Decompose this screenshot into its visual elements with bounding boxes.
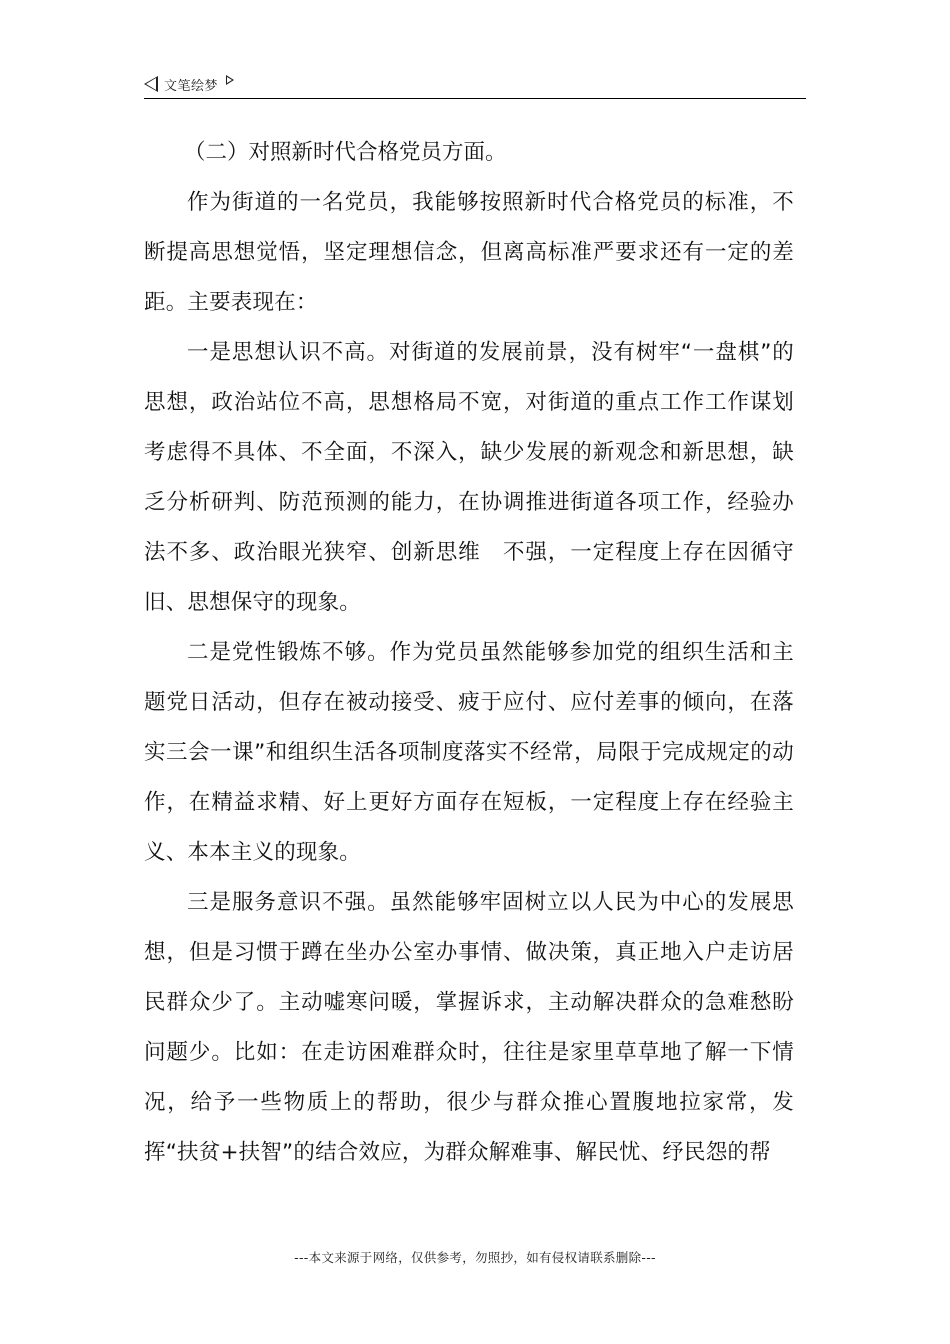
page-header bbox=[144, 72, 806, 99]
paragraph-intro: 作为街道的一名党员，我能够按照新时代合格党员的标准，不断提高思想觉悟，坚定理想信念，但离高标准严要求还有一定的差距。主要表现在： bbox=[144, 190, 794, 315]
paragraph-point-three: 三是服务意识不强。虽然能够牢固树立以人民为中心的发展思想，但是习惯于蹲在坐办公室办事情、做决策，真正地入户走访居民群众少了。主动嘘寒问暖，掌握诉求，主动解决群众的急难愁盼问题少。比如：在走访困难群众时，往往是家里草草地了解一下情况，给予一些物质上的帮助，很少与群众推心置腹地拉家常，发挥“扶贫+扶智”的结合效应，为群众解难事、解民忧、纾民怨的帮 bbox=[144, 890, 794, 1165]
header-inner bbox=[144, 74, 234, 94]
header-title: 文笔绘梦 bbox=[164, 78, 219, 94]
paragraph-point-two: 二是党性锻炼不够。作为党员虽然能够参加党的组织生活和主题党日活动，但存在被动接受、疲于应付、应付差事的倾向，在落实三会一课”和组织生活各项制度落实不经常，局限于完成规定的动作，在精益求精、好上更好方面存在短板，一定程度上存在经验主义、本本主义的现象。 bbox=[144, 640, 794, 865]
triangle-left-icon bbox=[144, 76, 158, 92]
section-heading: （二）对照新时代合格党员方面。 bbox=[184, 140, 507, 165]
footer-disclaimer: ---本文来源于网络，仅供参考，勿照抄，如有侵权请联系删除--- bbox=[294, 1250, 656, 1265]
triangle-right-icon bbox=[226, 75, 234, 85]
document-body bbox=[144, 128, 794, 1178]
paragraph-point-one: 一是思想认识不高。对街道的发展前景，没有树牢“一盘棋”的思想，政治站位不高，思想格局不宽，对街道的重点工作工作谋划考虑得不具体、不全面，不深入，缺少发展的新观念和新思想，缺乏分析研判、防范预测的能力，在协调推进街道各项工作，经验办法不多、政治眼光狭窄、创新思维 不强，一定程度上存在因循守旧、思想保守的现象。 bbox=[144, 340, 794, 615]
